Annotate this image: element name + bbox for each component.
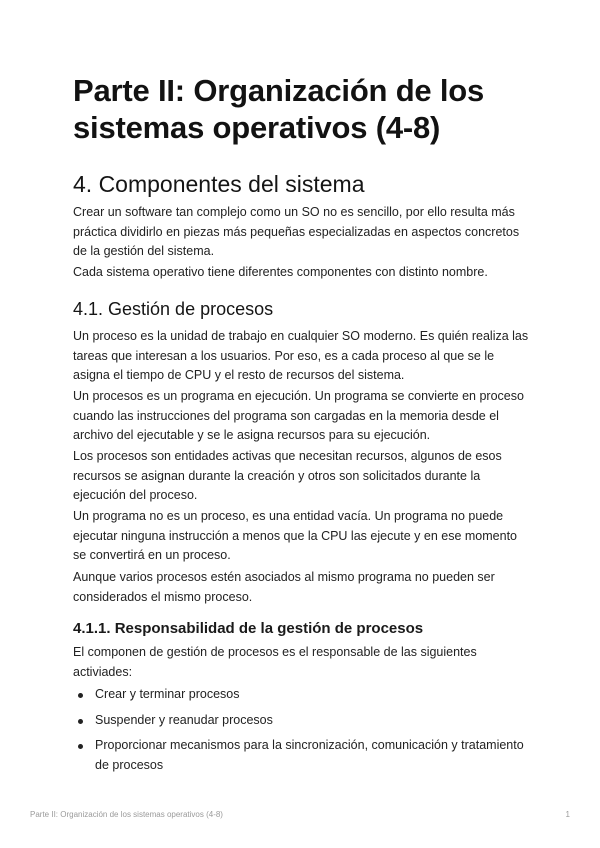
- bullet-icon: [78, 719, 83, 724]
- page-title: Parte II: Organización de los sistemas operativos (4-8): [73, 73, 485, 145]
- section-heading-4-1-1: 4.1.1. Responsabilidad de la gestión de procesos: [73, 620, 424, 637]
- paragraph: Crear un software tan complejo como un SO no es sencillo, por ello resulta más práctica dividirlo en piezas más pequeñas especializadas en aspectos concretos de la gestión del sistema.: [73, 205, 520, 258]
- list-item-text: Suspender y reanudar procesos: [95, 712, 273, 727]
- paragraph: El componen de gestión de procesos es el responsable de las siguientes activiades:: [73, 645, 477, 679]
- section-heading-4-1: 4.1. Gestión de procesos: [73, 299, 274, 319]
- page-number: 1: [565, 810, 570, 819]
- bullet-icon: [78, 744, 83, 749]
- bullet-icon: [78, 693, 83, 698]
- paragraph: Un procesos es un programa en ejecución. Un programa se convierte en proceso cuando las instrucciones del programa son cargadas en la memoria desde el archivo del ejecutable y se le asigna recursos para su ejecución.: [73, 389, 524, 442]
- list-item: [73, 685, 533, 705]
- list-item: [73, 736, 533, 775]
- paragraph: Un programa no es un proceso, es una entidad vacía. Un programa no puede ejecutar ninguna instrucción a menos que la CPU las ejecute y en ese momento se convertirá en un proceso.: [73, 509, 518, 562]
- paragraph: Aunque varios procesos estén asociados al mismo programa no pueden ser considerados el mismo proceso.: [73, 570, 495, 604]
- list-item-text: Proporcionar mecanismos para la sincronización, comunicación y tratamiento de procesos: [95, 738, 524, 772]
- bullet-list: [73, 685, 533, 781]
- list-item-text: Crear y terminar procesos: [95, 687, 240, 701]
- paragraph: Un proceso es la unidad de trabajo en cualquier SO moderno. Es quién realiza las tareas que interesan a los usuarios. Por eso, es a cada proceso al que se le asigna el tiempo de CPU y el resto de recursos del sistema.: [73, 329, 529, 382]
- paragraph: Los procesos son entidades activas que necesitan recursos, algunos de esos recursos se asignan durante la creación y otros son solicitados durante la ejecución del proceso.: [73, 449, 502, 502]
- section-heading-4: 4. Componentes del sistema: [73, 171, 365, 197]
- list-item: [73, 711, 533, 731]
- paragraph: Cada sistema operativo tiene diferentes componentes con distinto nombre.: [73, 265, 488, 279]
- footer-title: Parte II: Organización de los sistemas operativos (4-8): [30, 810, 223, 819]
